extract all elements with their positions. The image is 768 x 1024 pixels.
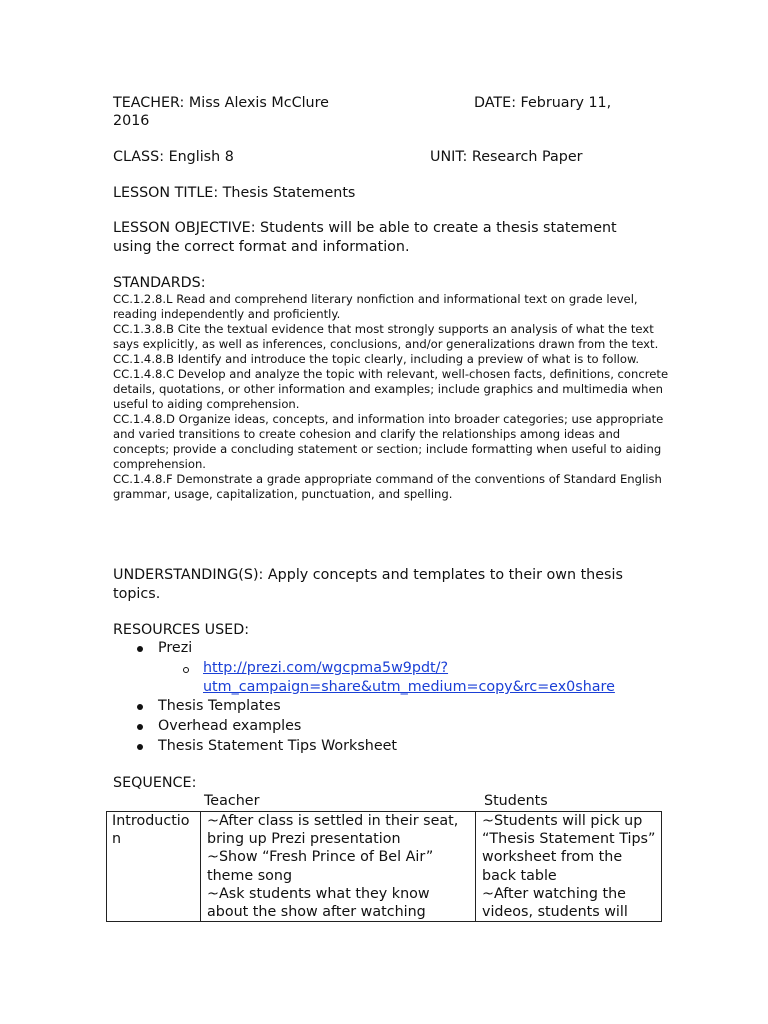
lesson-date: DATE: February 11,: [474, 95, 612, 111]
prezi-link[interactable]: [203, 659, 448, 677]
bullet-icon: [137, 704, 143, 710]
student-step: ~After watching the videos, students will: [482, 885, 628, 921]
standard-item: CC.1.4.8.C Develop and analyze the topic with relevant, well-chosen facts, definitions, concrete details, quotations, or other information and examples; include graphics and multimedia when useful to aiding comprehension.: [113, 367, 669, 411]
circle-bullet-icon: [183, 667, 189, 673]
teacher-step: ~After class is settled in their seat, bring up Prezi presentation: [207, 813, 459, 848]
teacher-step: ~Show “Fresh Prince of Bel Air” theme song: [207, 849, 434, 884]
sequence-heading: SEQUENCE:: [113, 775, 197, 791]
standard-item: CC.1.3.8.B Cite the textual evidence that most strongly supports an analysis of what the text says explicitly, as well as inferences, conclusions, and/or generalizations drawn from the text.: [113, 322, 659, 351]
standard-item: CC.1.4.8.F Demonstrate a grade appropriate command of the conventions of Standard English grammar, usage, capitalization, punctuation, and spelling.: [113, 472, 662, 501]
lesson-objective: LESSON OBJECTIVE: Students will be able to create a thesis statement using the correct format and information.: [113, 220, 617, 255]
prezi-link-line2[interactable]: utm_campaign=share&utm_medium=copy&rc=ex0share: [203, 679, 615, 695]
row-label: Introduction: [112, 813, 190, 848]
resources-heading: RESOURCES USED:: [113, 622, 250, 638]
standard-item: CC.1.2.8.L Read and comprehend literary nonfiction and informational text on grade level, reading independently and proficiently.: [113, 292, 638, 321]
prezi-link-line1[interactable]: http://prezi.com/wgcpma5w9pdt/?: [203, 660, 449, 676]
bullet-icon: [137, 724, 143, 730]
standard-item: CC.1.4.8.D Organize ideas, concepts, and information into broader categories; use appropriate and varied transitions to create cohesion and clarify the relationships among ideas and concepts; provide a concluding statement or section; include formatting when useful to aiding comprehension.: [113, 412, 664, 471]
bullet-icon: [137, 646, 143, 652]
class-name: CLASS: English 8: [113, 149, 234, 165]
sequence-table: [106, 811, 662, 922]
standards-list: [113, 292, 673, 502]
column-header-students: Students: [484, 793, 548, 809]
row-label-cell: [107, 812, 201, 922]
bullet-icon: [137, 744, 143, 750]
resource-item: Thesis Statement Tips Worksheet: [158, 738, 398, 754]
unit-name: UNIT: Research Paper: [430, 149, 583, 165]
resource-item: Thesis Templates: [158, 698, 281, 714]
resource-prezi: Prezi: [158, 640, 193, 656]
student-step: ~Students will pick up “Thesis Statement Tips” worksheet from the back table: [482, 813, 656, 884]
teacher-cell: [201, 812, 476, 922]
prezi-link-cont[interactable]: [203, 678, 615, 696]
standards-heading: STANDARDS:: [113, 275, 206, 291]
standard-item: CC.1.4.8.B Identify and introduce the topic clearly, including a preview of what is to follow.: [113, 352, 640, 366]
lesson-date-year: 2016: [113, 113, 150, 129]
teacher-name: TEACHER: Miss Alexis McClure: [113, 95, 329, 111]
understanding: UNDERSTANDING(S): Apply concepts and templates to their own thesis topics.: [113, 567, 623, 602]
teacher-step: ~Ask students what they know about the show after watching: [207, 885, 430, 921]
table-row: [107, 812, 662, 922]
lesson-title: LESSON TITLE: Thesis Statements: [113, 185, 356, 201]
resource-item: Overhead examples: [158, 718, 302, 734]
column-header-teacher: Teacher: [204, 793, 260, 809]
students-cell: [476, 812, 662, 922]
